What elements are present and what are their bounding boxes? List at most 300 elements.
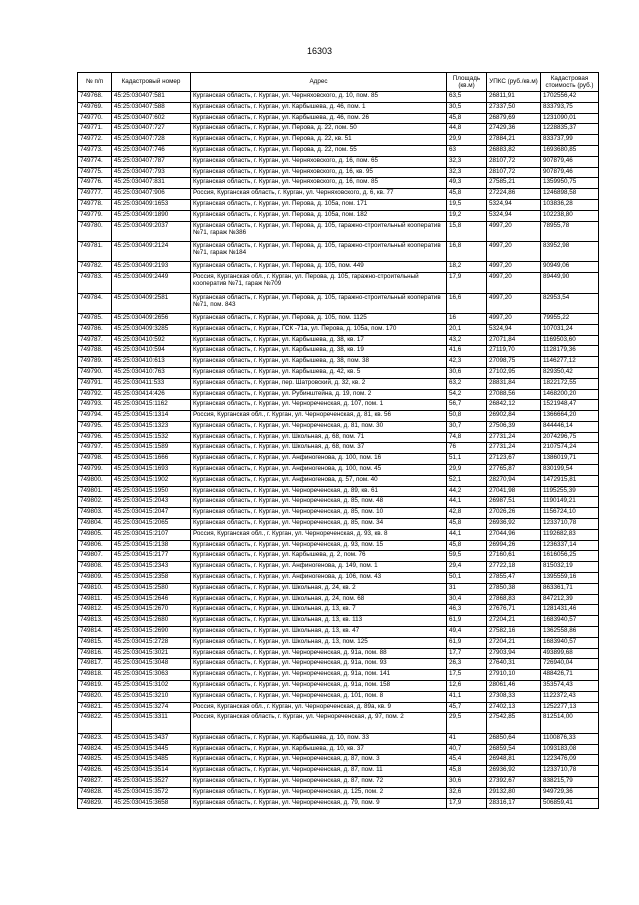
cell-cadastral-value: 1228835,37: [541, 124, 599, 135]
cell-address: Курганская область, г. Курган, ул. Школьная, д. 68, пом. 37: [191, 443, 447, 454]
cell-area: 49,3: [447, 178, 487, 189]
cell-area: 44,2: [447, 486, 487, 497]
table-row: [78, 562, 599, 573]
cell-cadastral-value: 2074296,75: [541, 432, 599, 443]
cell-cadastral-number: 45:25:030415:3572: [112, 787, 191, 798]
cell-cadastral-number: 45:25:030415:3658: [112, 798, 191, 809]
cell-cadastral-number: 45:25:030409:2037: [112, 221, 191, 241]
cell-cadastral-value: 1233710,78: [541, 766, 599, 777]
cell-address: Россия, Курганская обл., г. Курган, ул. Перова, д. 105, гаражно-строительный кооператив №71, гараж №709: [191, 273, 447, 293]
cell-address: Курганская область, г. Курган, ул. Чернореченская, д. 87, пом. 72: [191, 776, 447, 787]
cell-row-number: 749790.: [78, 367, 112, 378]
cell-cadastral-number: 45:25:030407:831: [112, 178, 191, 189]
cell-upks: 27204,21: [487, 616, 541, 627]
table-row: [78, 605, 599, 616]
cell-area: 31: [447, 583, 487, 594]
cell-cadastral-value: 812514,00: [541, 713, 599, 733]
cell-row-number: 749812.: [78, 605, 112, 616]
cell-address: Курганская область, г. Курган, ул. Чернореченская, д. 85, пом. 10: [191, 508, 447, 519]
table-row: [78, 241, 599, 261]
cell-area: 51,1: [447, 454, 487, 465]
cell-row-number: 749792.: [78, 389, 112, 400]
cell-row-number: 749780.: [78, 221, 112, 241]
cell-row-number: 749783.: [78, 273, 112, 293]
cell-area: 45,8: [447, 519, 487, 530]
cell-row-number: 749776.: [78, 178, 112, 189]
cell-cadastral-value: 1093183,08: [541, 744, 599, 755]
cell-area: 42,8: [447, 508, 487, 519]
cell-cadastral-number: 45:25:030415:1902: [112, 475, 191, 486]
cell-address: Курганская область, г. Курган, пер. Шатровский, д. 32, кв. 2: [191, 378, 447, 389]
table-row: [78, 178, 599, 189]
table-row: [78, 400, 599, 411]
cell-upks: 26987,51: [487, 497, 541, 508]
cell-row-number: 749815.: [78, 637, 112, 648]
cell-row-number: 749801.: [78, 486, 112, 497]
cell-row-number: 749829.: [78, 798, 112, 809]
cell-cadastral-value: 726940,04: [541, 659, 599, 670]
cell-area: 17,9: [447, 273, 487, 293]
table-row: [78, 551, 599, 562]
cell-cadastral-value: 863361,71: [541, 583, 599, 594]
cell-upks: 28316,17: [487, 798, 541, 809]
cell-row-number: 749817.: [78, 659, 112, 670]
cell-row-number: 749774.: [78, 156, 112, 167]
cell-address: Курганская область, г. Курган, ГСК -71а, ул. Перова, д. 105а, пом. 170: [191, 324, 447, 335]
cell-cadastral-value: 1822172,55: [541, 378, 599, 389]
table-row: [78, 465, 599, 476]
cell-cadastral-number: 45:25:030415:1693: [112, 465, 191, 476]
cell-address: Курганская область, г. Курган, ул. Чернореченская, д. 81, пом. 30: [191, 421, 447, 432]
cell-address: Курганская область, г. Курган, ул. Школьная, д. 24, пом. 68: [191, 594, 447, 605]
cell-area: 16,6: [447, 293, 487, 313]
cell-area: 43,2: [447, 335, 487, 346]
cell-area: 26,3: [447, 659, 487, 670]
cell-row-number: 749799.: [78, 465, 112, 476]
cell-cadastral-value: 102238,80: [541, 210, 599, 221]
cell-cadastral-number: 45:25:030410:594: [112, 346, 191, 357]
cell-address: Курганская область, г. Курган, ул. Перова, д. 105, гаражно-строительный кооператив №71, гараж №184: [191, 241, 447, 261]
cell-upks: 28831,84: [487, 378, 541, 389]
cell-row-number: 749768.: [78, 92, 112, 103]
cell-upks: 26902,84: [487, 411, 541, 422]
cell-upks: 4997,20: [487, 273, 541, 293]
cell-cadastral-number: 45:25:030414:426: [112, 389, 191, 400]
cell-upks: 27392,67: [487, 776, 541, 787]
cell-address: Курганская область, г. Курган, ул. Перова, д. 105а, пом. 171: [191, 199, 447, 210]
cell-upks: 27224,86: [487, 189, 541, 200]
cell-cadastral-number: 45:25:030415:3514: [112, 766, 191, 777]
cell-upks: 29132,80: [487, 787, 541, 798]
cell-row-number: 749820.: [78, 691, 112, 702]
cell-upks: 4997,20: [487, 241, 541, 261]
cell-cadastral-value: 829350,42: [541, 367, 599, 378]
cell-area: 46,3: [447, 605, 487, 616]
cell-area: 50,8: [447, 411, 487, 422]
cell-cadastral-number: 45:25:030415:1532: [112, 432, 191, 443]
cell-area: 52,1: [447, 475, 487, 486]
cell-row-number: 749802.: [78, 497, 112, 508]
cell-upks: 26994,26: [487, 540, 541, 551]
cell-row-number: 749791.: [78, 378, 112, 389]
cell-upks: 27098,75: [487, 357, 541, 368]
cell-upks: 26811,91: [487, 92, 541, 103]
cell-upks: 27429,36: [487, 124, 541, 135]
cell-cadastral-value: 815032,19: [541, 562, 599, 573]
cell-cadastral-number: 45:25:030407:787: [112, 156, 191, 167]
table-row: [78, 659, 599, 670]
cell-cadastral-number: 45:25:030407:728: [112, 135, 191, 146]
cell-area: 45,8: [447, 189, 487, 200]
cell-upks: 27402,13: [487, 702, 541, 713]
table-row: [78, 486, 599, 497]
cell-cadastral-number: 45:25:030415:3437: [112, 733, 191, 744]
cell-cadastral-value: 1683940,57: [541, 616, 599, 627]
cell-address: Курганская область, г. Курган, ул. Карбышева, д. 38, пом. 38: [191, 357, 447, 368]
table-row: [78, 357, 599, 368]
cell-cadastral-value: 1521948,47: [541, 400, 599, 411]
cell-address: Курганская область, г. Курган, ул. Карбышева, д. 38, кв. 19: [191, 346, 447, 357]
cell-row-number: 749822.: [78, 713, 112, 733]
cell-row-number: 749800.: [78, 475, 112, 486]
table-row: [78, 167, 599, 178]
cell-address: Курганская область, г. Курган, ул. Черняховского, д. 16, кв. 95: [191, 167, 447, 178]
cell-area: 54,2: [447, 389, 487, 400]
cell-address: Курганская область, г. Курган, ул. Карбышева, д. 46, пом. 1: [191, 102, 447, 113]
cell-area: 17,9: [447, 798, 487, 809]
cell-address: Россия, Курганская область, г. Курган, ул. Черняховского, д. 6, кв. 77: [191, 189, 447, 200]
cell-upks: 26842,12: [487, 400, 541, 411]
table-row: [78, 744, 599, 755]
cell-row-number: 749809.: [78, 573, 112, 584]
table-row: [78, 443, 599, 454]
cell-cadastral-number: 45:25:030415:2580: [112, 583, 191, 594]
cell-area: 44,1: [447, 497, 487, 508]
cell-cadastral-number: 45:25:030407:746: [112, 145, 191, 156]
cell-cadastral-value: 78955,78: [541, 221, 599, 241]
cell-row-number: 749814.: [78, 627, 112, 638]
cell-address: Курганская область, г. Курган, ул. Карбышева, д. 2, пом. 76: [191, 551, 447, 562]
cell-area: 56,7: [447, 400, 487, 411]
table-row: [78, 421, 599, 432]
cell-area: 17,5: [447, 670, 487, 681]
cell-cadastral-value: 1281431,46: [541, 605, 599, 616]
cell-upks: 5324,94: [487, 324, 541, 335]
cell-area: 76: [447, 443, 487, 454]
cell-area: 41: [447, 733, 487, 744]
cell-upks: 27884,21: [487, 135, 541, 146]
cell-cadastral-value: 353574,43: [541, 681, 599, 692]
cell-upks: 26936,92: [487, 519, 541, 530]
cell-cadastral-value: 83952,98: [541, 241, 599, 261]
cell-upks: 27044,96: [487, 529, 541, 540]
cell-cadastral-number: 45:25:030415:3102: [112, 681, 191, 692]
cell-cadastral-number: 45:25:030410:592: [112, 335, 191, 346]
cell-cadastral-value: 907879,46: [541, 167, 599, 178]
cell-row-number: 749806.: [78, 540, 112, 551]
cell-area: 32,6: [447, 787, 487, 798]
cell-cadastral-number: 45:25:030415:3274: [112, 702, 191, 713]
cell-address: Курганская область, г. Курган, ул. Черняховского, д. 16, пом. 85: [191, 178, 447, 189]
cell-cadastral-value: 79955,22: [541, 313, 599, 324]
cell-address: Курганская область, г. Курган, ул. Перова, д. 105а, пом. 182: [191, 210, 447, 221]
cell-area: 17,7: [447, 648, 487, 659]
cell-address: Курганская область, г. Курган, ул. Рубинштейна, д. 19, пом. 2: [191, 389, 447, 400]
cell-area: 42,3: [447, 357, 487, 368]
cell-cadastral-number: 45:25:030410:763: [112, 367, 191, 378]
table-row: [78, 124, 599, 135]
table-row: [78, 210, 599, 221]
cell-upks: 27071,84: [487, 335, 541, 346]
cell-row-number: 749804.: [78, 519, 112, 530]
header-upks: УПКС (руб./кв.м): [487, 73, 541, 92]
cell-upks: 27119,70: [487, 346, 541, 357]
cell-address: Курганская область, г. Курган, ул. Черняховского, д. 10, пом. 85: [191, 92, 447, 103]
cell-address: Курганская область, г. Курган, ул. Чернореченская, д. 91а, пом. 88: [191, 648, 447, 659]
cell-area: 45,7: [447, 702, 487, 713]
cell-address: Курганская область, г. Курган, ул. Черняховского, д. 16, пом. 65: [191, 156, 447, 167]
cell-upks: 27676,71: [487, 605, 541, 616]
cell-cadastral-number: 45:25:030415:2107: [112, 529, 191, 540]
cell-cadastral-value: 1128179,36: [541, 346, 599, 357]
cell-address: Россия, Курганская обл., г. Курган, ул. Чернореченская, д. 81, кв. 56: [191, 411, 447, 422]
cell-address: Курганская область, г. Курган, ул. Чернореченская, д. 85, пом. 34: [191, 519, 447, 530]
cell-address: Курганская область, г. Курган, ул. Анфиногенова, д. 100, пом. 45: [191, 465, 447, 476]
cell-row-number: 749770.: [78, 113, 112, 124]
cell-upks: 27542,85: [487, 713, 541, 733]
cell-cadastral-value: 1359950,75: [541, 178, 599, 189]
cell-address: Россия, Курганская обл., г. Курган, ул. Чернореченская, д. 93, кв. 8: [191, 529, 447, 540]
cell-row-number: 749825.: [78, 755, 112, 766]
cell-cadastral-value: 833737,99: [541, 135, 599, 146]
cell-cadastral-value: 1231090,01: [541, 113, 599, 124]
cell-upks: 27910,10: [487, 670, 541, 681]
cell-area: 45,4: [447, 755, 487, 766]
cell-address: Курганская область, г. Курган, ул. Чернореченская, д. 87, пом. 11: [191, 766, 447, 777]
cell-upks: 28061,46: [487, 681, 541, 692]
cell-row-number: 749795.: [78, 421, 112, 432]
cell-address: Курганская область, г. Курган, ул. Чернореченская, д. 107, пом. 1: [191, 400, 447, 411]
cell-area: 44,8: [447, 124, 487, 135]
cell-cadastral-number: 45:25:030407:581: [112, 92, 191, 103]
cell-cadastral-value: 1192682,83: [541, 529, 599, 540]
cell-row-number: 749811.: [78, 594, 112, 605]
cell-address: Курганская область, г. Курган, ул. Карбышева, д. 38, кв. 17: [191, 335, 447, 346]
cell-area: 44,1: [447, 529, 487, 540]
table-row: [78, 199, 599, 210]
cell-cadastral-number: 45:25:030407:588: [112, 102, 191, 113]
cell-address: Курганская область, г. Курган, ул. Анфиногенова, д. 149, пом. 1: [191, 562, 447, 573]
cell-upks: 26879,69: [487, 113, 541, 124]
cell-cadastral-number: 45:25:030409:1890: [112, 210, 191, 221]
cell-upks: 27731,24: [487, 432, 541, 443]
cell-upks: 27640,31: [487, 659, 541, 670]
cell-row-number: 749828.: [78, 787, 112, 798]
cell-area: 63,5: [447, 92, 487, 103]
cell-area: 12,6: [447, 681, 487, 692]
cell-address: Курганская область, г. Курган, ул. Перова, д. 22, пом. 50: [191, 124, 447, 135]
table-row: [78, 432, 599, 443]
cell-cadastral-number: 45:25:030415:2138: [112, 540, 191, 551]
cell-row-number: 749773.: [78, 145, 112, 156]
cell-area: 29,5: [447, 713, 487, 733]
cell-area: 29,9: [447, 135, 487, 146]
cell-upks: 27868,83: [487, 594, 541, 605]
table-row: [78, 367, 599, 378]
table-row: [78, 766, 599, 777]
cell-cadastral-number: 45:25:030415:2670: [112, 605, 191, 616]
cell-cadastral-number: 45:25:030415:3048: [112, 659, 191, 670]
cell-cadastral-value: 107031,24: [541, 324, 599, 335]
cell-area: 41,6: [447, 346, 487, 357]
cell-upks: 27204,21: [487, 637, 541, 648]
cell-upks: 28107,72: [487, 167, 541, 178]
cell-cadastral-number: 45:25:030409:2193: [112, 262, 191, 273]
cell-row-number: 749781.: [78, 241, 112, 261]
cell-row-number: 749827.: [78, 776, 112, 787]
table-row: [78, 755, 599, 766]
cell-row-number: 749782.: [78, 262, 112, 273]
cell-cadastral-value: 1468200,20: [541, 389, 599, 400]
cell-cadastral-value: 1100876,33: [541, 733, 599, 744]
cell-area: 59,5: [447, 551, 487, 562]
table-row: [78, 681, 599, 692]
cell-upks: 26936,92: [487, 766, 541, 777]
cell-area: 74,8: [447, 432, 487, 443]
cell-area: 16,8: [447, 241, 487, 261]
table-row: [78, 787, 599, 798]
table-row: [78, 221, 599, 241]
cell-address: Курганская область, г. Курган, ул. Школьная, д. 13, кв. 7: [191, 605, 447, 616]
cell-address: Курганская область, г. Курган, ул. Чернореченская, д. 79, пом. 9: [191, 798, 447, 809]
cell-address: Курганская область, г. Курган, ул. Карбышева, д. 10, пом. 33: [191, 733, 447, 744]
cell-cadastral-number: 45:25:030415:2047: [112, 508, 191, 519]
cell-area: 61,9: [447, 616, 487, 627]
cell-cadastral-value: 949729,36: [541, 787, 599, 798]
cell-area: 40,7: [447, 744, 487, 755]
header-cadastral-value: Кадастровая стоимость (руб.): [541, 73, 599, 92]
table-header-row: [78, 73, 599, 92]
cell-cadastral-number: 45:25:030415:1162: [112, 400, 191, 411]
cell-cadastral-number: 45:25:030407:727: [112, 124, 191, 135]
header-num: № п/п: [78, 73, 112, 92]
cell-cadastral-value: 1616056,25: [541, 551, 599, 562]
cell-cadastral-number: 45:25:030409:3285: [112, 324, 191, 335]
cell-row-number: 749807.: [78, 551, 112, 562]
cell-cadastral-number: 45:25:030415:3527: [112, 776, 191, 787]
cell-area: 63: [447, 145, 487, 156]
table-row: [78, 713, 599, 733]
cell-cadastral-value: 1693680,85: [541, 145, 599, 156]
cell-cadastral-number: 45:25:030415:2690: [112, 627, 191, 638]
cell-area: 32,3: [447, 156, 487, 167]
cell-cadastral-value: 82953,54: [541, 293, 599, 313]
cell-cadastral-value: 1169503,60: [541, 335, 599, 346]
cell-row-number: 749793.: [78, 400, 112, 411]
cell-address: Курганская область, г. Курган, ул. Карбышева, д. 46, пом. 26: [191, 113, 447, 124]
cell-upks: 26850,64: [487, 733, 541, 744]
cell-row-number: 749786.: [78, 324, 112, 335]
cell-cadastral-value: 838215,79: [541, 776, 599, 787]
cell-cadastral-value: 1246898,58: [541, 189, 599, 200]
cell-row-number: 749818.: [78, 670, 112, 681]
table-row: [78, 378, 599, 389]
cell-row-number: 749771.: [78, 124, 112, 135]
table-row: [78, 627, 599, 638]
cell-cadastral-number: 45:25:030415:3021: [112, 648, 191, 659]
cell-cadastral-number: 45:25:030415:3311: [112, 713, 191, 733]
cell-cadastral-value: 1195255,39: [541, 486, 599, 497]
cell-cadastral-value: 1683940,57: [541, 637, 599, 648]
cell-cadastral-number: 45:25:030415:1314: [112, 411, 191, 422]
cell-address: Россия, Курганская обл., г. Курган, ул. Чернореченская, д. 89а, кв. 9: [191, 702, 447, 713]
cell-upks: 27903,94: [487, 648, 541, 659]
cell-cadastral-value: 907879,46: [541, 156, 599, 167]
cell-area: 30,6: [447, 367, 487, 378]
page-number: 16303: [306, 46, 333, 56]
table-row: [78, 389, 599, 400]
cell-row-number: 749785.: [78, 313, 112, 324]
table-row: [78, 702, 599, 713]
cell-row-number: 749775.: [78, 167, 112, 178]
cell-cadastral-value: 2107574,24: [541, 443, 599, 454]
table-row: [78, 733, 599, 744]
cell-upks: 27041,98: [487, 486, 541, 497]
cell-cadastral-value: 1366664,20: [541, 411, 599, 422]
cell-address: Курганская область, г. Курган, ул. Школьная, д. 13, пом. 125: [191, 637, 447, 648]
cell-cadastral-value: 493899,68: [541, 648, 599, 659]
cell-row-number: 749794.: [78, 411, 112, 422]
cell-address: Курганская область, г. Курган, ул. Школьная, д. 13, кв. 113: [191, 616, 447, 627]
cell-address: Курганская область, г. Курган, ул. Чернореченская, д. 91а, пом. 141: [191, 670, 447, 681]
cell-cadastral-value: 506859,41: [541, 798, 599, 809]
cell-address: Курганская область, г. Курган, ул. Перова, д. 105, пом. 1125: [191, 313, 447, 324]
cell-row-number: 749819.: [78, 681, 112, 692]
cell-upks: 4997,20: [487, 262, 541, 273]
cell-cadastral-number: 45:25:030415:2343: [112, 562, 191, 573]
cell-cadastral-value: 1190149,21: [541, 497, 599, 508]
cell-area: 19,2: [447, 210, 487, 221]
cell-address: Курганская область, г. Курган, ул. Карбышева, д. 10, кв. 37: [191, 744, 447, 755]
cell-row-number: 749772.: [78, 135, 112, 146]
header-cadastral-number: Кадастровый номер: [112, 73, 191, 92]
cell-row-number: 749808.: [78, 562, 112, 573]
cadastral-table: [77, 72, 599, 809]
table-row: [78, 540, 599, 551]
table-row: [78, 145, 599, 156]
cell-upks: 26883,82: [487, 145, 541, 156]
cell-upks: 27855,47: [487, 573, 541, 584]
cell-area: 45,8: [447, 540, 487, 551]
cell-address: Курганская область, г. Курган, ул. Школьная, д. 24, кв. 2: [191, 583, 447, 594]
cell-cadastral-value: 833793,75: [541, 102, 599, 113]
cell-cadastral-number: 45:25:030409:2656: [112, 313, 191, 324]
table-row: [78, 691, 599, 702]
cell-address: Курганская область, г. Курган, ул. Анфиногенова, д. 106, пом. 43: [191, 573, 447, 584]
cell-cadastral-number: 45:25:030411:533: [112, 378, 191, 389]
cell-upks: 28107,72: [487, 156, 541, 167]
cell-cadastral-value: 1386019,71: [541, 454, 599, 465]
cell-address: Курганская область, г. Курган, ул. Чернореченская, д. 91а, пом. 93: [191, 659, 447, 670]
cell-upks: 28270,94: [487, 475, 541, 486]
cell-upks: 27850,38: [487, 583, 541, 594]
cell-upks: 27160,61: [487, 551, 541, 562]
table-row: [78, 776, 599, 787]
table-row: [78, 637, 599, 648]
cell-address: Россия, Курганская область, г. Курган, ул. Чернореченская, д. 97, пом. 2: [191, 713, 447, 733]
cell-upks: 27308,33: [487, 691, 541, 702]
cell-cadastral-number: 45:25:030415:2043: [112, 497, 191, 508]
